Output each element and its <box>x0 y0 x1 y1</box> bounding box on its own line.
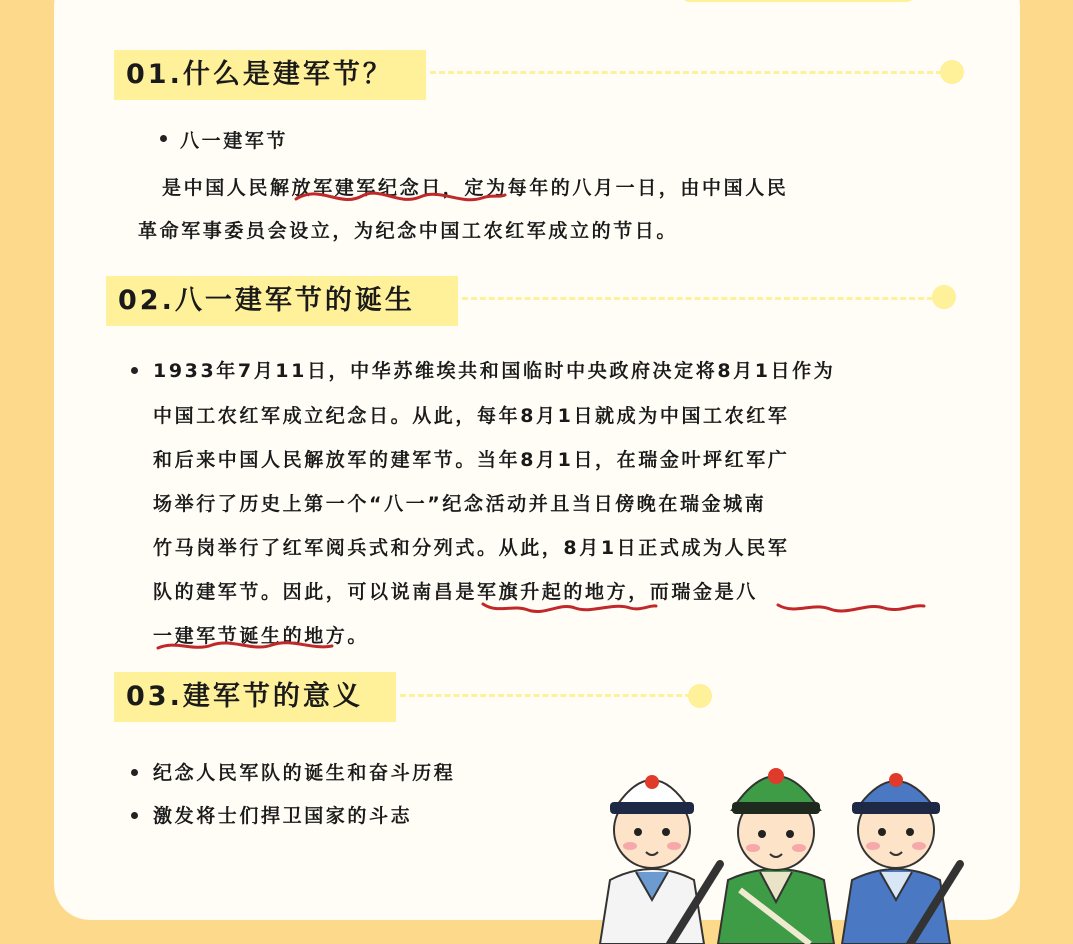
section2-line-6: 队的建军节。因此，可以说南昌是军旗升起的地方，而瑞金是八 <box>153 581 758 603</box>
section2-line-1: 1933年7月11日，中华苏维埃共和国临时中央政府决定将8月1日作为 <box>153 360 836 382</box>
top-tab-decoration <box>680 0 916 2</box>
section2-title: 02.八一建军节的诞生 <box>106 276 458 326</box>
section3-dash-line <box>400 694 700 697</box>
section2-dot <box>932 285 956 309</box>
army-soldier-icon <box>718 768 834 944</box>
section1-line-2: 革命军事委员会设立，为纪念中国工农红军成立的节日。 <box>138 220 679 242</box>
bullet-dot <box>160 135 167 142</box>
section2-line-4: 场举行了历史上第一个“八一”纪念活动并且当日傍晚在瑞金城南 <box>153 493 767 515</box>
section1-bullet: 八一建军节 <box>180 130 289 152</box>
bullet-dot <box>131 812 138 819</box>
section3-dot <box>688 684 712 708</box>
section1-dash-line <box>430 71 942 74</box>
bullet-dot <box>131 367 138 374</box>
section3-bullet-2: 激发将士们捍卫国家的斗志 <box>153 805 413 827</box>
section1-title: 01.什么是建军节？ <box>114 50 426 100</box>
section3-bullet-1: 纪念人民军队的诞生和奋斗历程 <box>153 762 456 784</box>
bullet-dot <box>131 769 138 776</box>
section2-dash-line <box>462 297 942 300</box>
section2-line-3: 和后来中国人民解放军的建军节。当年8月1日，在瑞金叶坪红军广 <box>153 449 790 471</box>
airforce-soldier-icon <box>842 773 960 944</box>
section1-line-1: 是中国人民解放军建军纪念日，定为每年的八月一日，由中国人民 <box>162 177 789 199</box>
section2-line-7: 一建军节诞生的地方。 <box>153 625 370 647</box>
section3-title: 03.建军节的意义 <box>114 672 396 722</box>
section2-line-5: 竹马岗举行了红军阅兵式和分列式。从此，8月1日正式成为人民军 <box>153 537 790 559</box>
three-soldiers-illustration <box>580 740 990 944</box>
navy-soldier-icon <box>600 775 720 944</box>
section2-line-2: 中国工农红军成立纪念日。从此，每年8月1日就成为中国工农红军 <box>153 405 790 427</box>
section1-dot <box>940 60 964 84</box>
